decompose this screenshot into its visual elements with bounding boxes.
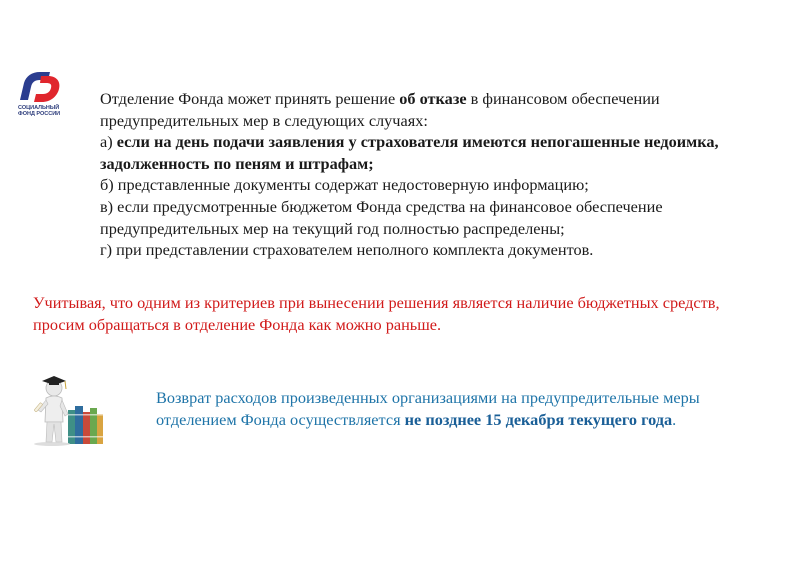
refund-text-end: .: [672, 409, 677, 429]
refusal-conditions: [100, 88, 780, 261]
sfr-logo-icon: [18, 70, 62, 104]
condition-c: в) если предусмотренные бюджетом Фонда средства на финансовое обеспечение предупредительных мер на текущий год полностью распределены;: [100, 196, 663, 238]
intro-text: Отделение Фонда может принять решение: [100, 89, 400, 108]
condition-d: г) при представлении страхователем неполного комплекта документов.: [100, 240, 594, 260]
sfr-logo: [18, 70, 70, 117]
logo-caption: [18, 105, 70, 117]
condition-b: б) представленные документы содержат недостоверную информацию;: [100, 175, 589, 195]
intro-text-end: в финансовом обеспечении предупредительных мер в следующих случаях:: [100, 89, 660, 130]
logo-caption-line1: СОЦИАЛЬНЫЙ: [18, 105, 60, 111]
refund-text: Возврат расходов произведенных организациями на предупредительные меры отделением Фонда осуществляется: [156, 388, 700, 429]
graduate-with-books-icon: [30, 374, 112, 446]
condition-a: [100, 131, 780, 174]
refund-deadline: не позднее 15 декабря текущего года: [404, 409, 673, 429]
intro-bold: об отказе: [399, 89, 467, 108]
logo-caption-line2: ФОНД РОССИИ: [18, 111, 61, 117]
condition-a-text: если на день подачи заявления у страхователя имеются непогашенные недоимка, задолженность по пеням и штрафам;: [100, 132, 719, 173]
condition-a-prefix: а): [100, 132, 117, 152]
refund-notice: [156, 387, 776, 430]
refusal-intro: [100, 88, 780, 131]
budget-notice: Учитывая, что одним из критериев при вынесении решения является наличие бюджетных средств, просим обращаться в отделение Фонда как можно раньше.: [33, 293, 720, 334]
